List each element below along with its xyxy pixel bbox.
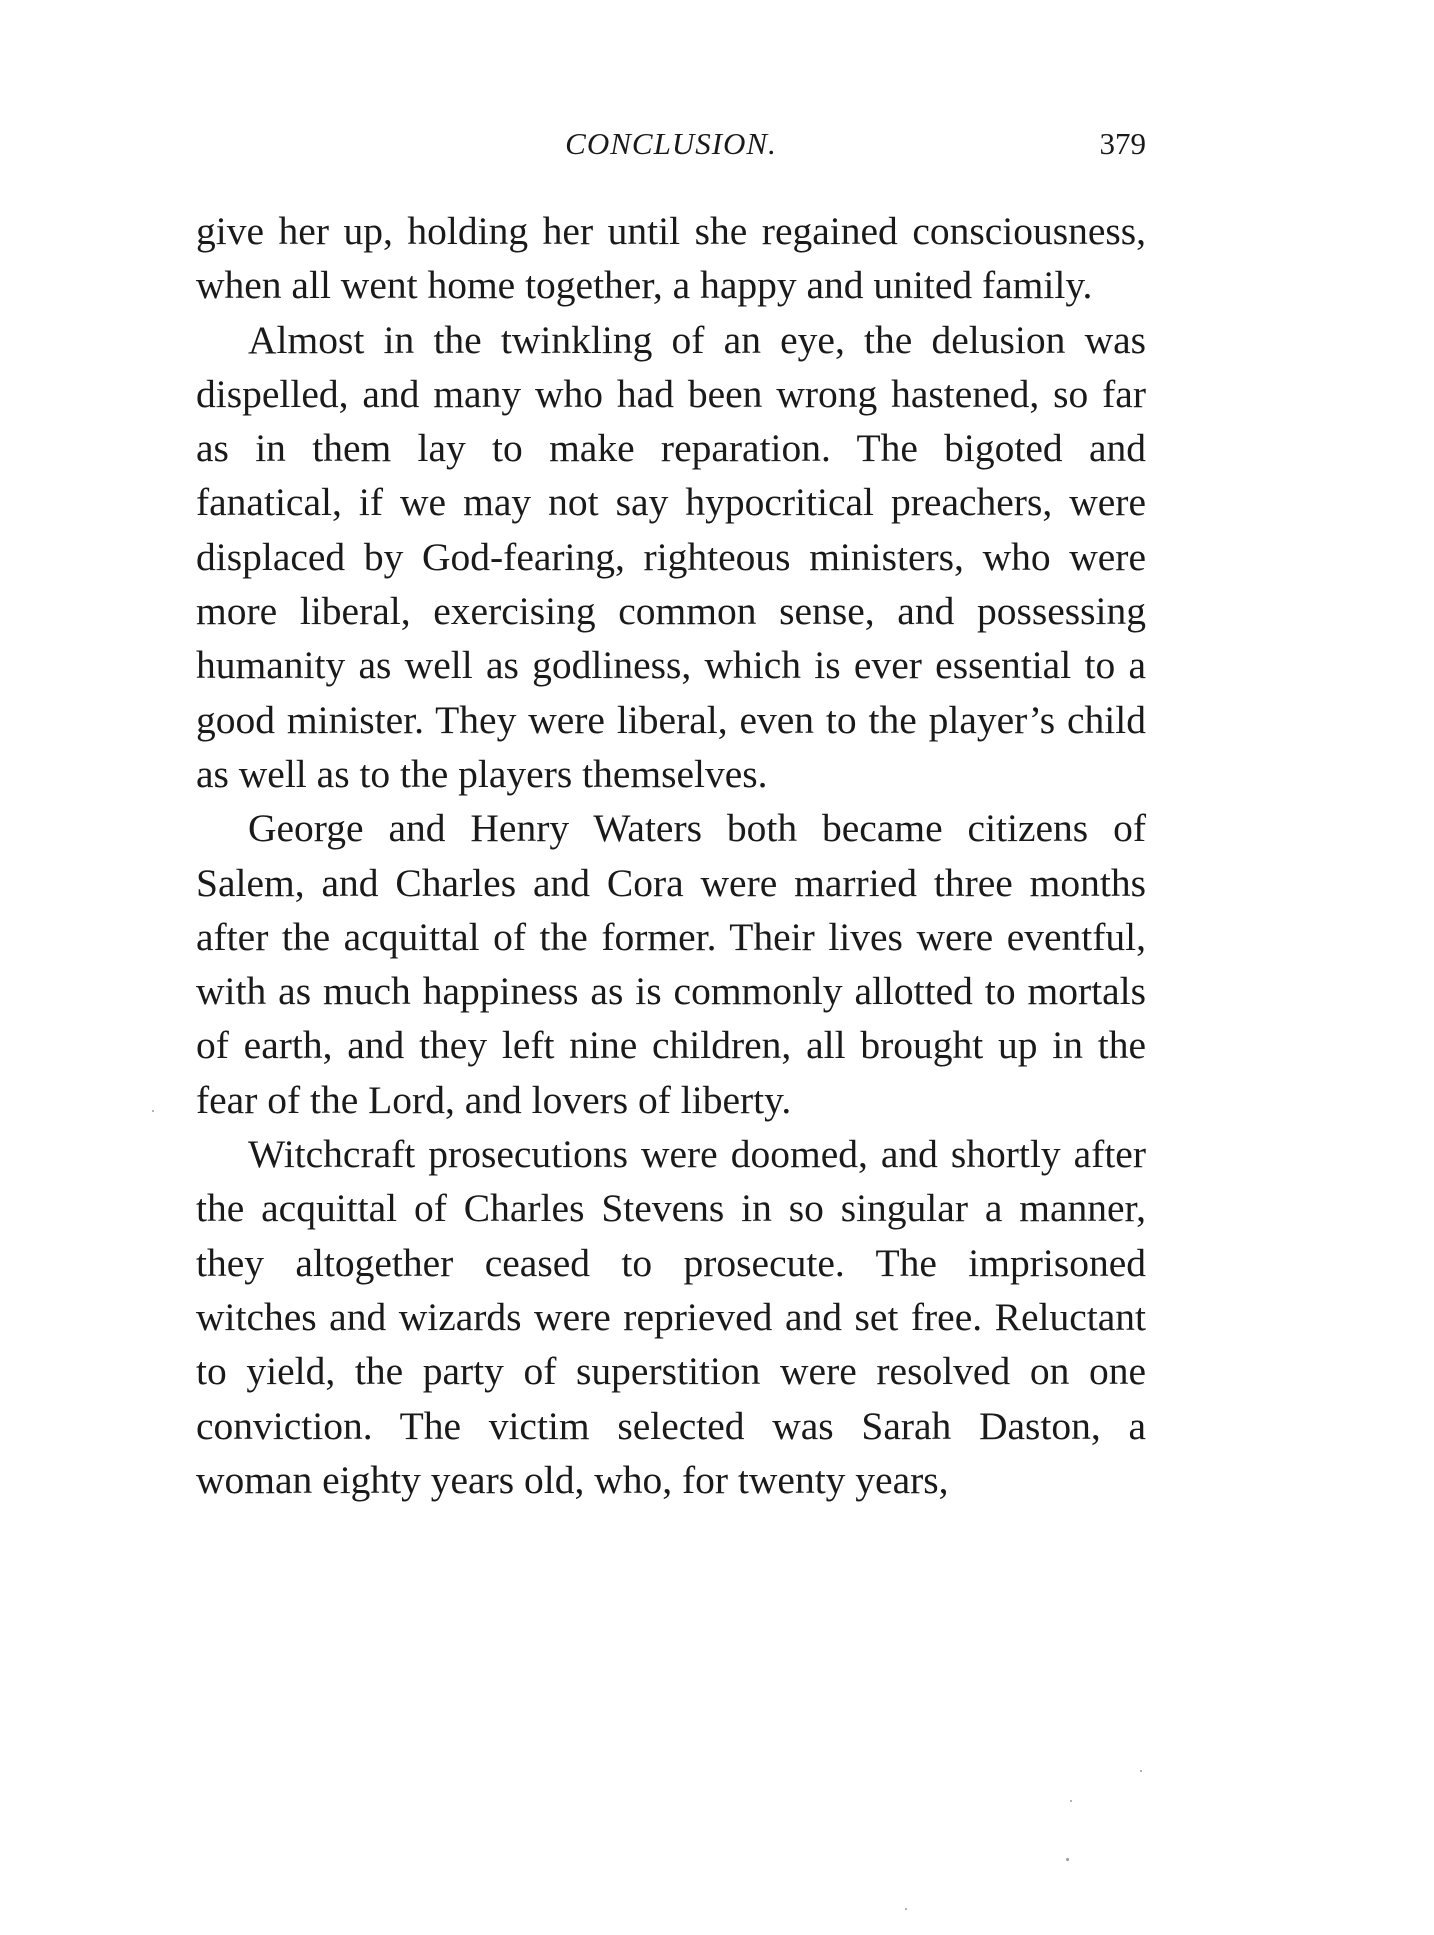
scan-speck (1140, 1770, 1142, 1772)
running-head (196, 126, 1146, 174)
running-title: CONCLUSION. (565, 126, 777, 161)
body-text (196, 204, 1146, 1507)
scan-speck (1070, 1800, 1072, 1802)
paragraph-continued: give her up, holding her until she regained consciousness, when all went home together, a happy and united family. (196, 209, 1146, 308)
scan-speck (152, 1110, 154, 1112)
paragraph-delusion-dispelled: Almost in the twinkling of an eye, the delusion was dispelled, and many who had been wrong hastened, so far as in them lay to make reparation. The bigoted and fanatical, if we may not say hypocritical preachers, were displaced by God-fearing, righteous ministers, who were more liberal, exercising common sense, and possessing humanity as well as godliness, which is ever essential to a good minister. They were liberal, even to the player’s child as well as to the players themselves. (196, 317, 1146, 796)
scan-speck (905, 1908, 907, 1910)
scan-speck (1066, 1858, 1069, 1861)
paragraph-witchcraft-prosecutions: Witchcraft prosecutions were doomed, and shortly after the acquittal of Charles Stevens in so singular a manner, they altogether ceased to prosecute. The imprisoned witches and wizards were reprieved and set free. Reluctant to yield, the party of superstition were resolved on one conviction. The victim selected was Sarah Daston, a woman eighty years old, who, for twenty years, (196, 1132, 1146, 1502)
page-number: 379 (1099, 126, 1146, 161)
paragraph-citizens-of-salem: George and Henry Waters both became citizens of Salem, and Charles and Cora were married three months after the acquittal of the former. Their lives were eventful, with as much happiness as is commonly allotted to mortals of earth, and they left nine children, all brought up in the fear of the Lord, and lovers of liberty. (196, 806, 1146, 1122)
